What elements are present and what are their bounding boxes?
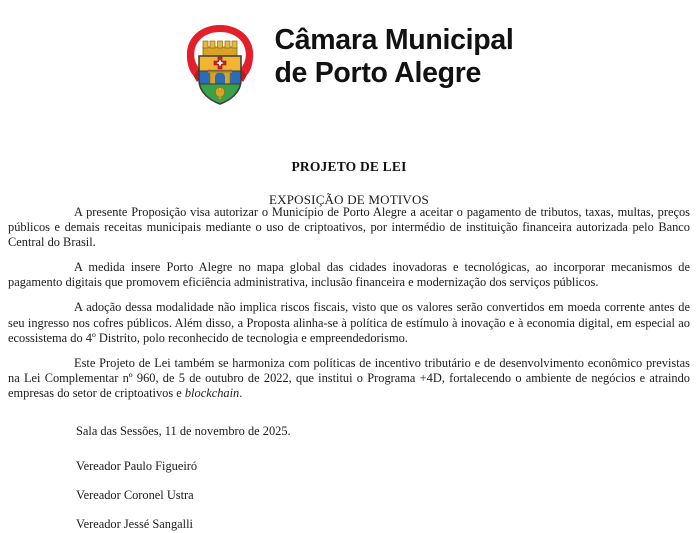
paragraph-1: A presente Proposição visa autorizar o Município de Porto Alegre a aceitar o pagamento de tributos, taxas, multas, preços públicos e demais receitas municipais mediante o uso de criptoativos, por intermédio de instituição financeira autorizada pelo Banco Central do Brasil.	[8, 205, 690, 250]
paragraph-4	[8, 356, 690, 401]
paragraph-2: A medida insere Porto Alegre no mapa global das cidades inovadoras e tecnológicas, ao incorporar mecanismos de pagamento digitais que promovem eficiência administrativa, inclusão financeira e modernização dos serviços públicos.	[8, 260, 690, 290]
organization-name-line-1: Câmara Municipal	[274, 24, 514, 56]
porto-alegre-coat-of-arms-icon	[184, 22, 256, 108]
paragraph-3: A adoção dessa modalidade não implica riscos fiscais, visto que os valores serão convertidos em moeda corrente antes de seu ingresso nos cofres públicos. Além disso, a Proposta alinha-se à política de estímulo à inovação e à economia digital, em especial ao ecossistema do 4º Distrito, polo reconhecido de tecnologia e empreendedorismo.	[8, 300, 690, 345]
letterhead	[0, 0, 698, 122]
document-title: PROJETO DE LEI	[291, 159, 407, 175]
document-body	[8, 205, 690, 401]
paragraph-4-text-after: .	[239, 385, 243, 400]
place-and-date: Sala das Sessões, 11 de novembro de 2025.	[76, 424, 291, 438]
letterhead-inner	[184, 22, 513, 108]
document-subtitle: EXPOSIÇÃO DE MOTIVOS	[268, 191, 429, 207]
signature-line-3: Vereador Jessé Sangalli	[76, 517, 193, 532]
signature-line-1: Vereador Paulo Figueiró	[76, 459, 198, 473]
organization-name-line-2: de Porto Alegre	[274, 57, 482, 89]
organization-name	[274, 22, 513, 90]
paragraph-4-text-before: Este Projeto de Lei também se harmoniza com políticas de incentivo tributário e de desenvolvimento econômico previstas na Lei Complementar nº 960, de 5 de outubro de 2022, que institui o Programa +4D, fortalecendo o ambiente de negócios e atraindo empresas do setor de criptoativos e	[8, 355, 690, 400]
signature-block	[76, 459, 676, 532]
signature-line-2: Vereador Coronel Ustra	[76, 488, 194, 503]
paragraph-4-italic-term: blockchain	[184, 385, 240, 400]
closing-block	[76, 424, 676, 439]
